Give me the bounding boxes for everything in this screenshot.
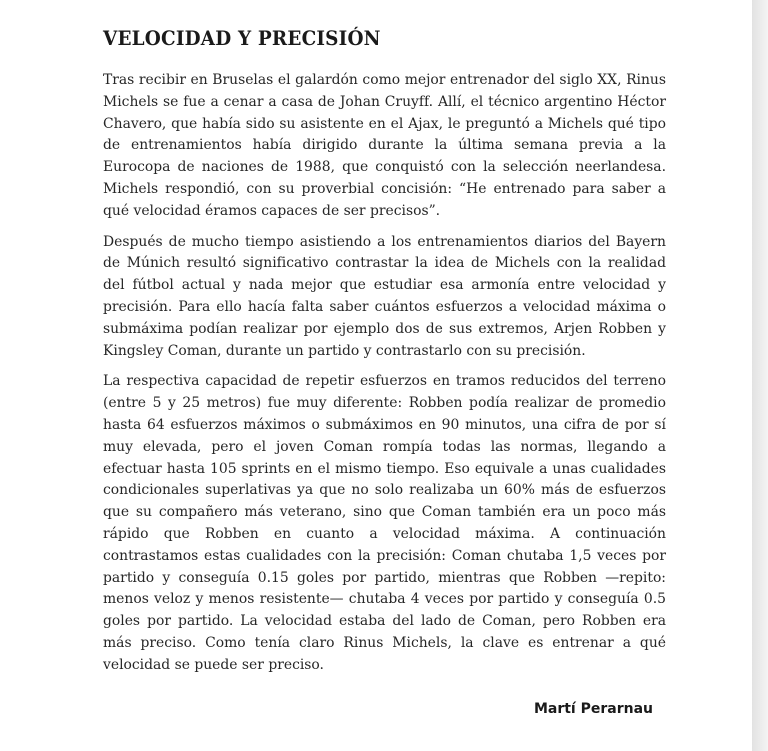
paragraph-2: Después de mucho tiempo asistiendo a los entrenamientos diarios del Bayern de Múnich resultó significativo contrastar la idea de Michels con la realidad del fútbol actual y nada mejor que estudiar esa armonía entre velocidad y precisión. Para ello hacía falta saber cuántos esfuerzos a velocidad máxima o submáxima podían realizar por ejemplo dos de sus extremos, Arjen Robben y Kingsley Coman, durante un partido y contrastarlo con su precisión. <box>103 233 666 359</box>
section-title: VELOCIDAD Y PRECISIÓN <box>103 26 381 50</box>
paragraph-1: Tras recibir en Bruselas el galardón como mejor entrenador del siglo XX, Rinus Michels se fue a cenar a casa de Johan Cruyff. Allí, el técnico argentino Héctor Chavero, que había sido su asistente en el Ajax, le preguntó a Michels qué tipo de entrenamientos había dirigido durante la última semana previa a la Eurocopa de naciones de 1988, que conquistó con la selección neerlandesa. Michels respondió, con su proverbial concisión: “He entrenado para saber a qué velocidad éramos capaces de ser precisos”. <box>103 72 666 219</box>
page-edge <box>752 0 768 751</box>
paragraph-3: La respectiva capacidad de repetir esfuerzos en tramos reducidos del terreno (entre 5 y 25 metros) fue muy diferente: Robben podía realizar de promedio hasta 64 esfuerzos máximos o submáximos en 90 minutos, una cifra de por sí muy elevada, pero el joven Coman rompía todas las normas, llegando a efectuar hasta 105 sprints en el mismo tiempo. Eso equivale a unas cualidades condicionales superlativas ya que no solo realizaba un 60% más de esfuerzos que su compañero más veterano, sino que Coman también era un poco más rápido que Robben en cuanto a velocidad máxima. A continuación contrastamos estas cualidades con la precisión: Coman chutaba 1,5 veces por partido y conseguía 0.15 goles por partido, mientras que Robben —repito: menos veloz y menos resistente— chutaba 4 veces por partido y conseguía 0.5 goles por partido. La velocidad estaba del lado de Coman, pero Robben era más preciso. Como tenía claro Rinus Michels, la clave es entrenar a qué velocidad se puede ser preciso. <box>103 373 666 673</box>
author-signature: Martí Perarnau <box>533 701 653 717</box>
article-body <box>103 26 666 686</box>
